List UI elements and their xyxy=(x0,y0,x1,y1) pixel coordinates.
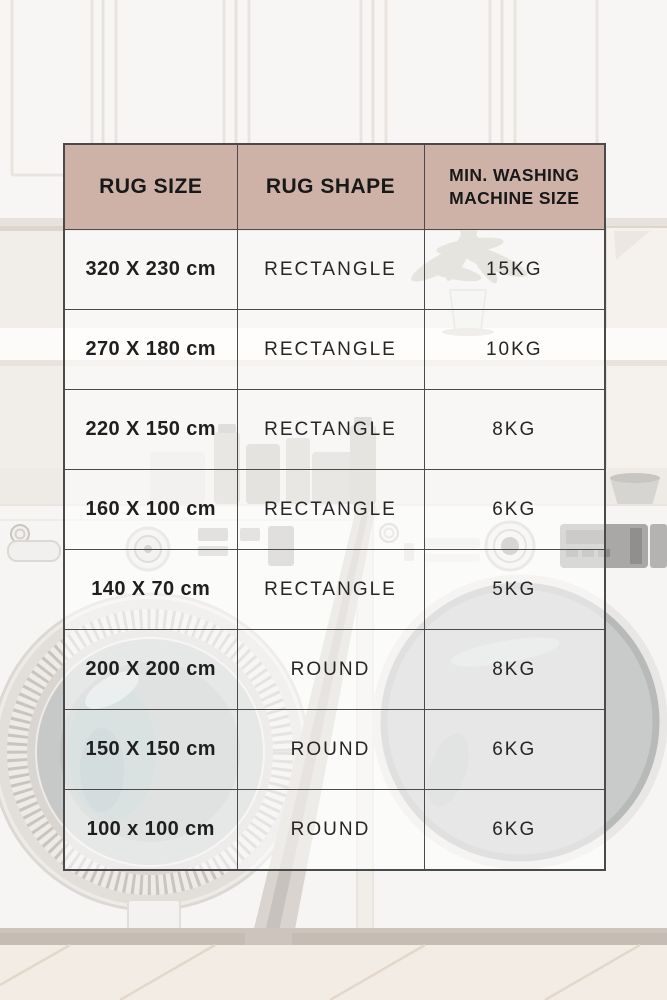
rug-shape-cell: ROUND xyxy=(237,790,424,871)
header-row xyxy=(64,144,605,230)
table-row xyxy=(64,390,605,470)
rug-shape-cell: RECTANGLE xyxy=(237,390,424,470)
rug-size-cell: 140 X 70 cm xyxy=(64,550,237,630)
rug-size-cell: 150 X 150 cm xyxy=(64,710,237,790)
table-row xyxy=(64,710,605,790)
table-row xyxy=(64,550,605,630)
rug-size-cell: 100 x 100 cm xyxy=(64,790,237,871)
rug-shape-cell: RECTANGLE xyxy=(237,230,424,310)
rug-shape-cell: RECTANGLE xyxy=(237,310,424,390)
rug-size-cell: 200 X 200 cm xyxy=(64,630,237,710)
rug-shape-cell: RECTANGLE xyxy=(237,550,424,630)
rug-size-cell: 220 X 150 cm xyxy=(64,390,237,470)
table-row xyxy=(64,230,605,310)
rug-table xyxy=(63,143,606,871)
header-rug-size: RUG SIZE xyxy=(64,144,237,230)
machine-size-cell: 15KG xyxy=(424,230,605,310)
rug-shape-cell: ROUND xyxy=(237,630,424,710)
rug-size-cell: 320 X 230 cm xyxy=(64,230,237,310)
machine-size-cell: 6KG xyxy=(424,790,605,871)
machine-size-cell: 10KG xyxy=(424,310,605,390)
table-row xyxy=(64,630,605,710)
machine-size-cell: 8KG xyxy=(424,390,605,470)
rug-size-cell: 270 X 180 cm xyxy=(64,310,237,390)
header-rug-shape: RUG SHAPE xyxy=(237,144,424,230)
rug-shape-cell: RECTANGLE xyxy=(237,470,424,550)
machine-size-cell: 6KG xyxy=(424,710,605,790)
table-row xyxy=(64,310,605,390)
wood-floor xyxy=(0,928,667,1000)
machine-size-cell: 8KG xyxy=(424,630,605,710)
metal-bowl xyxy=(610,473,660,506)
machine-size-cell: 6KG xyxy=(424,470,605,550)
table-row xyxy=(64,790,605,871)
machine-size-cell: 5KG xyxy=(424,550,605,630)
header-machine-size: MIN. WASHING MACHINE SIZE xyxy=(424,144,605,230)
table-row xyxy=(64,470,605,550)
rug-size-cell: 160 X 100 cm xyxy=(64,470,237,550)
rug-shape-cell: ROUND xyxy=(237,710,424,790)
